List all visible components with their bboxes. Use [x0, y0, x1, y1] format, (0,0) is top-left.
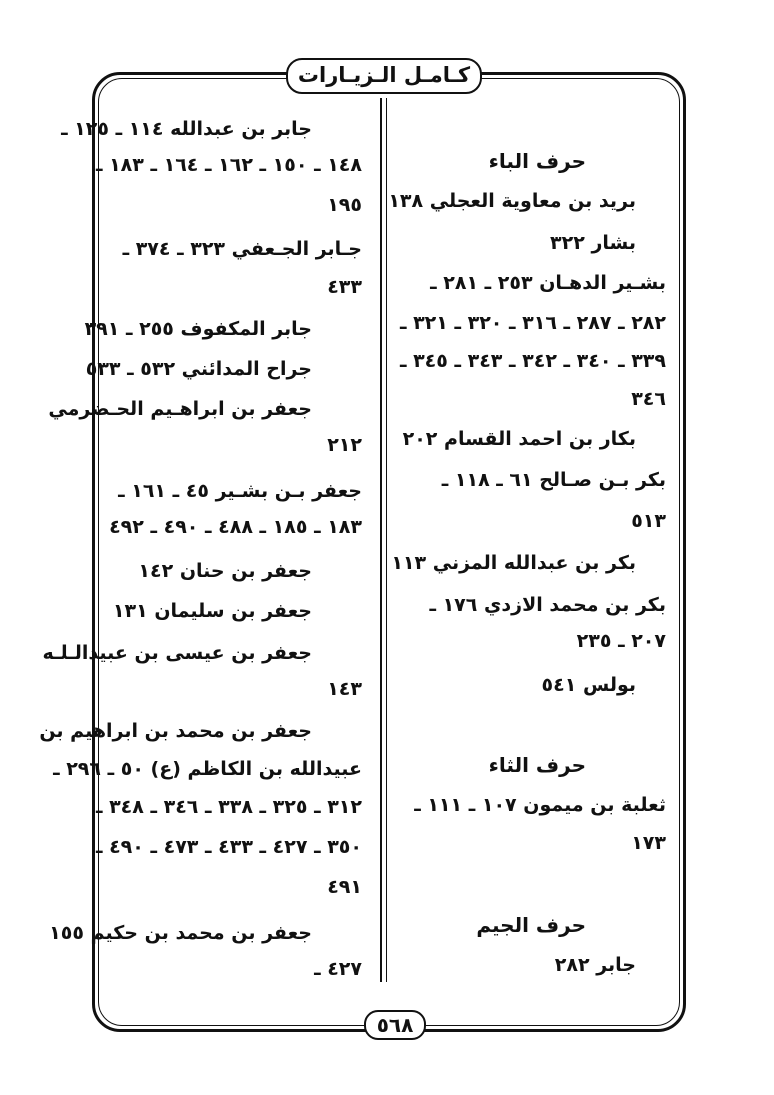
index-entry: ٤٢٧ ـ — [314, 958, 362, 980]
page-number: ٥٦٨ — [376, 1013, 414, 1037]
index-entry: جابر بن عبدالله ١١٤ ـ ١٢٥ ـ — [61, 118, 312, 140]
index-entry: بولس ٥٤١ — [541, 674, 636, 696]
index-entry: بكر بن عبدالله المزني ١١٣ — [391, 552, 636, 574]
index-entry: جابر ٢٨٢ — [554, 954, 636, 976]
index-entry: جـابر الجـعفي ٣٢٣ ـ ٣٧٤ ـ — [122, 238, 362, 260]
index-entry: ٢٠٧ ـ ٢٣٥ — [576, 630, 666, 652]
index-entry: بكار بن احمد القسام ٢٠٢ — [402, 428, 636, 450]
section-heading-jim: حرف الجيم — [476, 913, 586, 937]
index-entry: ٤٩١ — [327, 876, 362, 898]
index-entry: جعفر بن عيسى بن عبيدالـلـه — [42, 642, 312, 664]
index-entry: ١٤٨ ـ ١٥٠ ـ ١٦٢ ـ ١٦٤ ـ ١٨٣ ـ — [95, 154, 362, 176]
section-heading-ba: حرف الباء — [488, 149, 586, 173]
index-entry: ٣٤٦ — [631, 388, 666, 410]
index-entry: جعفر بن محمد بن حكيم ١٥٥ — [49, 922, 312, 944]
index-entry: بشـير الدهـان ٢٥٣ ـ ٢٨١ ـ — [430, 272, 666, 294]
index-entry: عبيدالله بن الكاظم (ع) ٥٠ ـ ٢٩٦ ـ — [53, 758, 362, 780]
index-entry: ٣١٢ ـ ٣٢٥ ـ ٣٣٨ ـ ٣٤٦ ـ ٣٤٨ ـ — [95, 796, 362, 818]
index-entry: ٥١٣ — [631, 510, 666, 532]
index-entry: بكر بـن صـالح ٦١ ـ ١١٨ ـ — [441, 469, 666, 491]
column-divider-inner — [386, 98, 387, 982]
index-entry: جعفر بن محمد بن ابراهيم بن — [39, 720, 312, 742]
index-entry: جعفر بن ابراهـيم الحـضرمي — [48, 398, 312, 420]
book-title: كـامـل الـزيـارات — [297, 63, 471, 87]
index-entry: جعفر بـن بشـير ٤٥ ـ ١٦١ ـ — [118, 480, 362, 502]
page-header — [286, 58, 482, 94]
index-entry: جعفر بن حنان ١٤٢ — [138, 560, 312, 582]
index-entry: ١٤٣ — [327, 678, 362, 700]
index-entry: ١٩٥ — [327, 194, 362, 216]
index-entry: بكر بن محمد الازدي ١٧٦ ـ — [429, 594, 666, 616]
index-entry: جابر المكفوف ٢٥٥ ـ ٣٩١ — [84, 318, 312, 340]
index-entry: ٣٥٠ ـ ٤٢٧ ـ ٤٣٣ ـ ٤٧٣ ـ ٤٩٠ ـ — [95, 836, 362, 858]
index-entry: جعفر بن سليمان ١٣١ — [112, 600, 312, 622]
index-entry: ٢١٢ — [327, 434, 362, 456]
index-entry: بشار ٣٢٢ — [550, 232, 636, 254]
index-entry: جراح المدائني ٥٣٢ ـ ٥٣٣ — [85, 358, 312, 380]
column-divider — [380, 98, 382, 982]
index-entry: ٣٣٩ ـ ٣٤٠ ـ ٣٤٢ ـ ٣٤٣ ـ ٣٤٥ ـ — [399, 350, 666, 372]
index-entry: ٤٣٣ — [327, 276, 362, 298]
index-entry: ثعلبة بن ميمون ١٠٧ ـ ١١١ ـ — [414, 794, 666, 816]
index-entry: ١٧٣ — [631, 832, 666, 854]
section-heading-tha: حرف الثاء — [488, 753, 586, 777]
index-entry: ٢٨٢ ـ ٢٨٧ ـ ٣١٦ ـ ٣٢٠ ـ ٣٢١ ـ — [399, 312, 666, 334]
page-number-badge — [364, 1010, 426, 1040]
index-entry: ١٨٣ ـ ١٨٥ ـ ٤٨٨ ـ ٤٩٠ ـ ٤٩٢ — [109, 516, 362, 538]
index-entry: بريد بن معاوية العجلي ١٣٨ — [388, 190, 636, 212]
